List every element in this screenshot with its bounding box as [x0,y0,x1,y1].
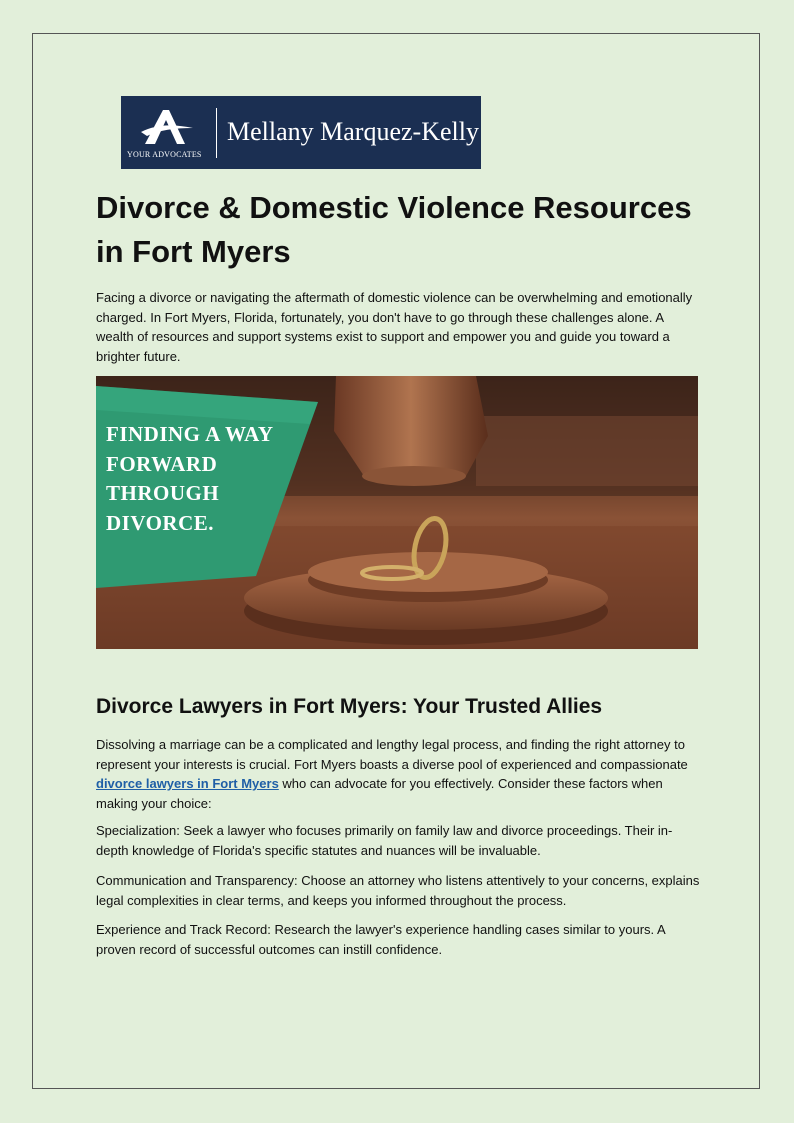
logo-tagline: YOUR ADVOCATES [127,150,202,159]
paragraph-text: who can advocate for you effectively. Consider these factors when making your choice: [96,776,663,811]
hero-caption-line: FORWARD [106,451,218,476]
hero-caption-line: DIVORCE. [106,510,215,535]
section-paragraph-experience: Experience and Track Record: Research the lawyer's experience handling cases similar to yours. A proven record of successful outcomes can instill confidence. [96,922,665,957]
logo-name: Mellany Marquez-Kelly [227,117,479,146]
page-title: Divorce & Domestic Violence Resources in Fort Myers [96,190,692,269]
hero-caption-line: THROUGH [106,481,220,505]
paragraph-text: Dissolving a marriage can be a complicated and lengthy legal process, and finding the right attorney to represent your interests is crucial. Fort Myers boasts a diverse pool of experienced and compassionate [96,737,688,772]
divorce-lawyers-link[interactable]: divorce lawyers in Fort Myers [96,776,279,791]
hero-caption [106,420,274,538]
section-paragraph-1 [96,735,700,813]
logo-divider [216,108,217,158]
hero-caption-line: FINDING A WAY [106,422,274,446]
section-paragraph-communication: Communication and Transparency: Choose an attorney who listens attentively to your concerns, explains legal complexities in clear terms, and keeps you informed throughout the process. [96,873,700,908]
advocates-logo-icon [139,106,195,146]
hero-image [96,376,698,649]
section-heading: Divorce Lawyers in Fort Myers: Your Trusted Allies [96,695,603,718]
logo-banner [121,96,481,169]
intro-paragraph: Facing a divorce or navigating the aftermath of domestic violence can be overwhelming and emotionally charged. In Fort Myers, Florida, fortunately, you don't have to go through these challenges alone. A wealth of resources and support systems exist to support and empower you and guide you toward a brighter future. [96,290,693,364]
section-paragraph-specialization: Specialization: Seek a lawyer who focuses primarily on family law and divorce proceedings. Their in-depth knowledge of Florida's specific statutes and nuances will be invaluable. [96,823,673,858]
